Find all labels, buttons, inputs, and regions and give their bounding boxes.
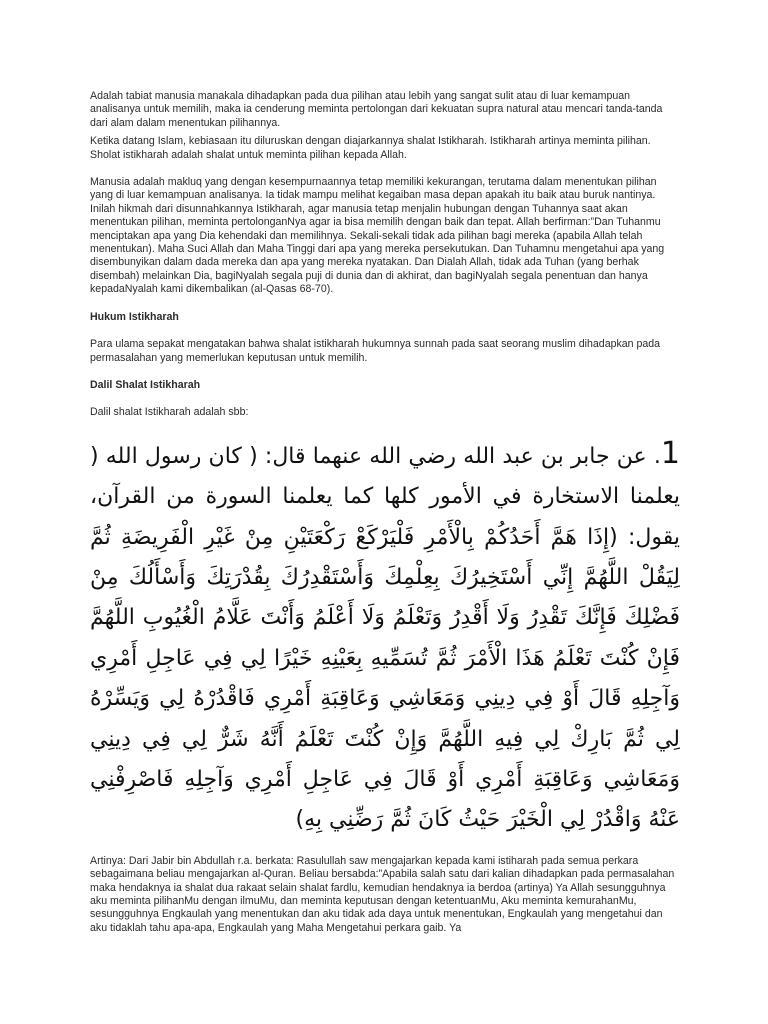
list-number: 1: [660, 435, 680, 471]
hukum-heading: Hukum Istikharah: [90, 310, 179, 323]
arabic-hadith: [90, 434, 680, 841]
hukum-paragraph: Para ulama sepakat mengatakan bahwa shalat istikharah hukumnya sunnah pada saat seorang muslim dihadapkan pada permasalahan yang memerlukan keputusan untuk memilih.: [90, 338, 661, 364]
artinya-paragraph: Artinya: Dari Jabir bin Abdullah r.a. berkata: Rasulullah saw mengajarkan kepada kami istiharah pada semua perkara sebagaimana beliau mengajarkan al-Quran. Beliau bersabda:”Apabila salah satu dari kalian dihadapkan pada permasalahan maka hendaknya ia shalat dua rakaat selain shalat fardlu, kemudian hendaknya ia berdoa (artinya) Ya Allah sesungguhnya aku meminta pilihanMu dengan ilmuMu, dan meminta keputusan dengan ketentuanMu, Aku meminta kemurahanMu, sesungguhnya Engkaulah yang menentukan dan aku tidak ada daya untuk menentukan, Engkaulah yang mengetahui dan aku tidaklah tahu apa-apa, Engkaulah yang Maha Mengetahui perkara gaib. Ya: [90, 854, 675, 934]
arabic-hadith-text: . عن جابر بن عبد الله رضي الله عنهما قال: ( كان رسول الله ( يعلمنا الاستخارة في الأمور كلها كما يعلمنا السورة من القرآن، يقول: (إِذَا هَمَّ أَحَدُكُمْ بِالْأَمْرِ فَلْيَرْكَعْ رَكْعَتَيْنِ مِنْ غَيْرِ الْفَرِيضَةِ ثُمَّ لِيَقُلْ اللَّهُمَّ إِنِّي أَسْتَخِيرُكَ بِعِلْمِكَ وَأَسْتَقْدِرُكَ بِقُدْرَتِكَ وَأَسْأَلُكَ مِنْ فَضْلِكَ فَإِنَّكَ تَقْدِرُ وَلَا أَقْدِرُ وَتَعْلَمُ وَلَا أَعْلَمُ وَأَنْتَ عَلَّامُ الْغُيُوبِ اللَّهُمَّ فَإِنْ كُنْتَ تَعْلَمُ هَذَا الْأَمْرَ ثُمَّ تُسَمِّيهِ بِعَيْنِهِ خَيْرًا لِي فِي عَاجِلِ أَمْرِي وَآجِلِهِ قَالَ أَوْ فِي دِينِي وَمَعَاشِي وَعَاقِبَةِ أَمْرِي فَاقْدُرْهُ لِي وَيَسِّرْهُ لِي ثُمَّ بَارِكْ لِي فِيهِ اللَّهُمَّ وَإِنْ كُنْتَ تَعْلَمُ أَنَّهُ شَرٌّ لِي فِي دِينِي وَمَعَاشِي وَعَاقِبَةِ أَمْرِي أَوْ قَالَ فِي عَاجِلِ أَمْرِي وَآجِلِهِ فَاصْرِفْنِي عَنْهُ وَاقْدُرْ لِي الْخَيْرَ حَيْثُ كَانَ ثُمَّ رَضِّنِي بِهِ): [90, 443, 680, 833]
manusia-paragraph: Manusia adalah makluq yang dengan kesempurnaannya tetap memiliki kekurangan, terutama dalam menentukan pilihan yang di luar kemampuan analisanya. Ia tidak mampu melihat kegaiban masa depan apakah itu baik atau buruk nantinya. Inilah hikmah dari disunnahkannya Istikharah, agar manusia tetap menjalin hubungan dengan Tuhannya saat akan menentukan pilihan, meminta pertolonganNya agar ia bisa memilih dengan baik dan tepat. Allah berfirman:”Dan Tuhanmu menciptakan apa yang Dia kehendaki dan memilihnya. Sekali-sekali tidak ada pilihan bagi mereka (apabila Allah telah menentukan). Maha Suci Allah dan Maha Tinggi dari apa yang mereka persekutukan. Dan Tuhamnu mengetahui apa yang disembunyikan dalam dada mereka dan apa yang mereka nyatakan. Dan Dialah Allah, tidak ada Tuhan (yang berhak disembah) melainkan Dia, bagiNyalah segala puji di dunia dan di akhirat, dan bagiNyalah segala penentuan dan hanya kepadaNyalah kami dikembalikan (al-Qasas 68-70).: [90, 176, 665, 296]
islam-paragraph: Ketika datang Islam, kebiasaan itu diluruskan dengan diajarkannya shalat Istikharah. Istikharah artinya meminta pilihan. Sholat istikharah adalah shalat untuk meminta pilihan kepada Allah.: [90, 135, 651, 161]
intro-paragraph: Adalah tabiat manusia manakala dihadapkan pada dua pilihan atau lebih yang sangat sulit atau di luar kemampuan analisanya untuk memilih, maka ia cenderung meminta pertolongan dari kekuatan supra natural atau mencari tanda-tanda dari alam dalam menentukan pilihannya.: [90, 90, 663, 129]
dalil-heading: Dalil Shalat Istikharah: [90, 378, 201, 391]
dalil-intro: Dalil shalat Istikharah adalah sbb:: [90, 406, 249, 419]
